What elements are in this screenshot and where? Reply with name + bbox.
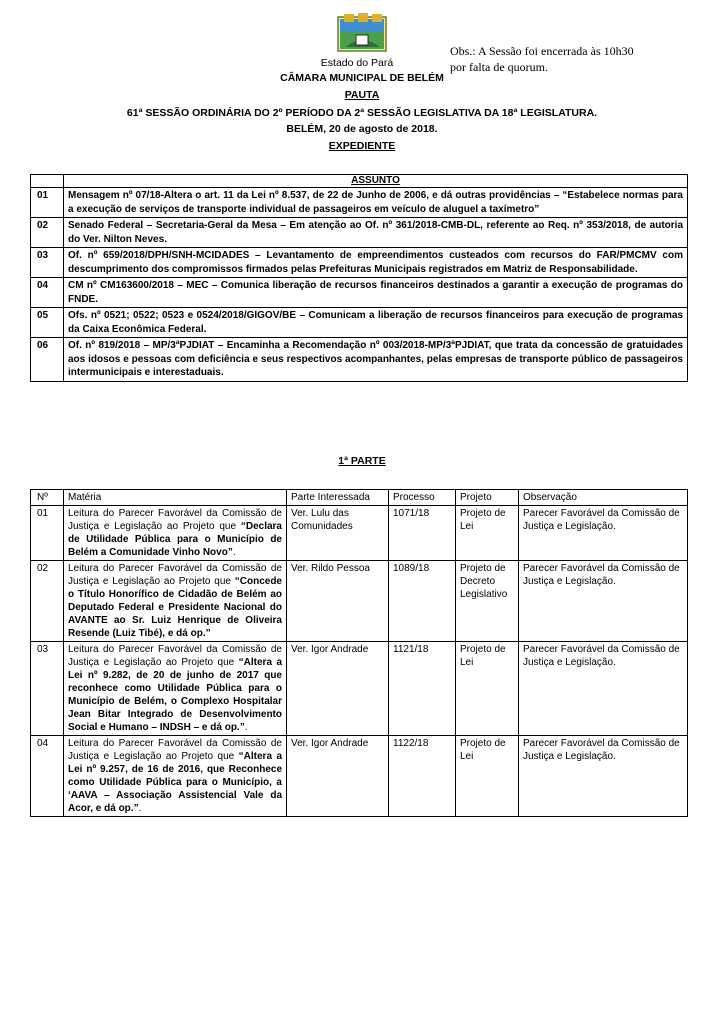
assunto-text: Of. nº 659/2018/DPH/SNH-MCIDADES – Levantamento de empreendimentos custeados com recursos do FAR/PMCMV com descumprimento dos compromissos firmados pelas Prefeituras Municipais registrados em Matriz de Responsabilidade. bbox=[64, 248, 688, 278]
parte1-header-row bbox=[31, 490, 688, 506]
parte1-title: 1ª PARTE bbox=[338, 455, 386, 467]
materia-end: . bbox=[232, 547, 236, 558]
row-number: 03 bbox=[31, 642, 64, 736]
row-number: 03 bbox=[31, 248, 64, 278]
materia-intro: Leitura do Parecer Favorável da Comissão de Justiça e Legislação ao Projeto que bbox=[68, 644, 282, 668]
row-number: 05 bbox=[31, 308, 64, 338]
processo: 1089/18 bbox=[389, 561, 456, 642]
row-number: 02 bbox=[31, 561, 64, 642]
assunto-text: CM nº CM163600/2018 – MEC – Comunica liberação de recursos financeiros destinados a garantir a execução de programas do FNDE. bbox=[64, 278, 688, 308]
assunto-text: Of. nº 819/2018 – MP/3ªPJDIAT – Encaminha a Recomendação nº 003/2018-MP/3ªPJDIAT, que trata da concessão de gratuidades aos idosos e pessoas com deficiência e seus respectivos acompanhantes, pelas empresas de transporte público de passageiros intermunicipais e interestaduais. bbox=[64, 338, 688, 382]
state-name: Estado do Pará bbox=[320, 57, 394, 69]
parte1-table bbox=[30, 489, 688, 817]
assunto-text: Mensagem nº 07/18-Altera o art. 11 da Lei nº 8.537, de 22 de Junho de 2006, e dá outras providências – “Estabelece normas para a execução de serviços de transporte individual de passageiros em veículo de aluguel a taxímetro” bbox=[64, 188, 688, 218]
table-row bbox=[31, 736, 688, 817]
projeto: Projeto de Lei bbox=[456, 506, 519, 561]
table-row bbox=[31, 218, 688, 248]
materia-title: “Concede o Título Honorífico de Cidadão de Belém ao Deputado Federal e Presidente Nacional do AVANTE ao Sr. Luiz Henrique de Oliveira Resende (Luiz Tibé), e dá op.” bbox=[68, 576, 282, 639]
observacao: Parecer Favorável da Comissão de Justiça e Legislação. bbox=[519, 506, 688, 561]
col-header-parte: Parte Interessada bbox=[287, 490, 389, 506]
parte-interessada: Ver. Lulu das Comunidades bbox=[287, 506, 389, 561]
expediente-header-row bbox=[31, 175, 688, 188]
table-row bbox=[31, 308, 688, 338]
materia-intro: Leitura do Parecer Favorável da Comissão de Justiça e Legislação ao Projeto que bbox=[68, 563, 282, 587]
materia-cell bbox=[64, 506, 287, 561]
table-row bbox=[31, 338, 688, 382]
col-header-projeto: Projeto bbox=[456, 490, 519, 506]
observacao: Parecer Favorável da Comissão de Justiça e Legislação. bbox=[519, 642, 688, 736]
materia-end: . bbox=[138, 803, 142, 814]
assunto-header: ASSUNTO bbox=[64, 175, 688, 188]
materia-intro: Leitura do Parecer Favorável da Comissão de Justiça e Legislação ao Projeto que bbox=[68, 738, 282, 762]
col-header-observacao: Observação bbox=[519, 490, 688, 506]
row-number: 04 bbox=[31, 278, 64, 308]
parte-interessada: Ver. Rildo Pessoa bbox=[287, 561, 389, 642]
row-number: 04 bbox=[31, 736, 64, 817]
table-row bbox=[31, 248, 688, 278]
projeto: Projeto de Decreto Legislativo bbox=[456, 561, 519, 642]
session-date: BELÉM, 20 de agosto de 2018. bbox=[286, 123, 438, 135]
materia-end: . bbox=[244, 722, 248, 733]
materia-title: “Declara de Utilidade Pública para o Município de Belém a Comunidade Vinho Novo” bbox=[68, 521, 282, 558]
row-number: 01 bbox=[31, 506, 64, 561]
assunto-text: Ofs. nº 0521; 0522; 0523 e 0524/2018/GIGOV/BE – Comunicam a liberação de recursos financeiros para execução de programas da Caixa Econômica Federal. bbox=[64, 308, 688, 338]
processo: 1122/18 bbox=[389, 736, 456, 817]
row-number: 06 bbox=[31, 338, 64, 382]
table-row bbox=[31, 506, 688, 561]
materia-title: “Altera a Lei nº 9.257, de 16 de 2016, que Reconhece como Utilidade Pública para o Município, a ‘AAVA – Associação Assistencial Vale da Acor, e dá op.” bbox=[68, 751, 283, 814]
processo: 1121/18 bbox=[389, 642, 456, 736]
parte-interessada: Ver. Igor Andrade bbox=[287, 642, 389, 736]
table-row bbox=[31, 642, 688, 736]
observacao: Parecer Favorável da Comissão de Justiça e Legislação. bbox=[519, 736, 688, 817]
table-row bbox=[31, 188, 688, 218]
processo: 1071/18 bbox=[389, 506, 456, 561]
row-number: 02 bbox=[31, 218, 64, 248]
col-header-processo: Processo bbox=[389, 490, 456, 506]
pauta-title: PAUTA bbox=[344, 89, 380, 101]
projeto: Projeto de Lei bbox=[456, 642, 519, 736]
table-row bbox=[31, 278, 688, 308]
coat-of-arms-icon bbox=[334, 11, 390, 55]
expediente-table bbox=[30, 174, 688, 382]
col-header-materia: Matéria bbox=[64, 490, 287, 506]
assunto-text: Senado Federal – Secretaria-Geral da Mesa – Em atenção ao Of. nº 361/2018-CMB-DL, referente ao Req. nº 353/2018, de autoria do Ver. Nilton Neves. bbox=[64, 218, 688, 248]
projeto: Projeto de Lei bbox=[456, 736, 519, 817]
col-header-num: Nº bbox=[31, 490, 64, 506]
table-row bbox=[31, 561, 688, 642]
chamber-title: CÂMARA MUNICIPAL DE BELÉM bbox=[280, 72, 444, 84]
session-note-line1: Obs.: A Sessão foi encerrada às 10h30 bbox=[450, 44, 634, 58]
session-note-line2: por falta de quorum. bbox=[450, 60, 548, 74]
materia-cell bbox=[64, 736, 287, 817]
materia-cell bbox=[64, 642, 287, 736]
expediente-title: EXPEDIENTE bbox=[328, 140, 396, 152]
parte-interessada: Ver. Igor Andrade bbox=[287, 736, 389, 817]
materia-title: “Altera a Lei nº 9.282, de 20 de junho de 2017 que reconhece como Utilidade Pública para o Município de Belém, o Complexo Hospitalar Jean Bitar Integrado de Desenvolvimento Social e Humano – INDSH – e dá op.” bbox=[68, 657, 283, 733]
materia-cell bbox=[64, 561, 287, 642]
row-number: 01 bbox=[31, 188, 64, 218]
session-title: 61ª SESSÃO ORDINÁRIA DO 2º PERÍODO DA 2ª SESSÃO LEGISLATIVA DA 18ª LEGISLATURA. bbox=[126, 107, 598, 119]
materia-intro: Leitura do Parecer Favorável da Comissão de Justiça e Legislação ao Projeto que bbox=[68, 508, 282, 532]
observacao: Parecer Favorável da Comissão de Justiça e Legislação. bbox=[519, 561, 688, 642]
